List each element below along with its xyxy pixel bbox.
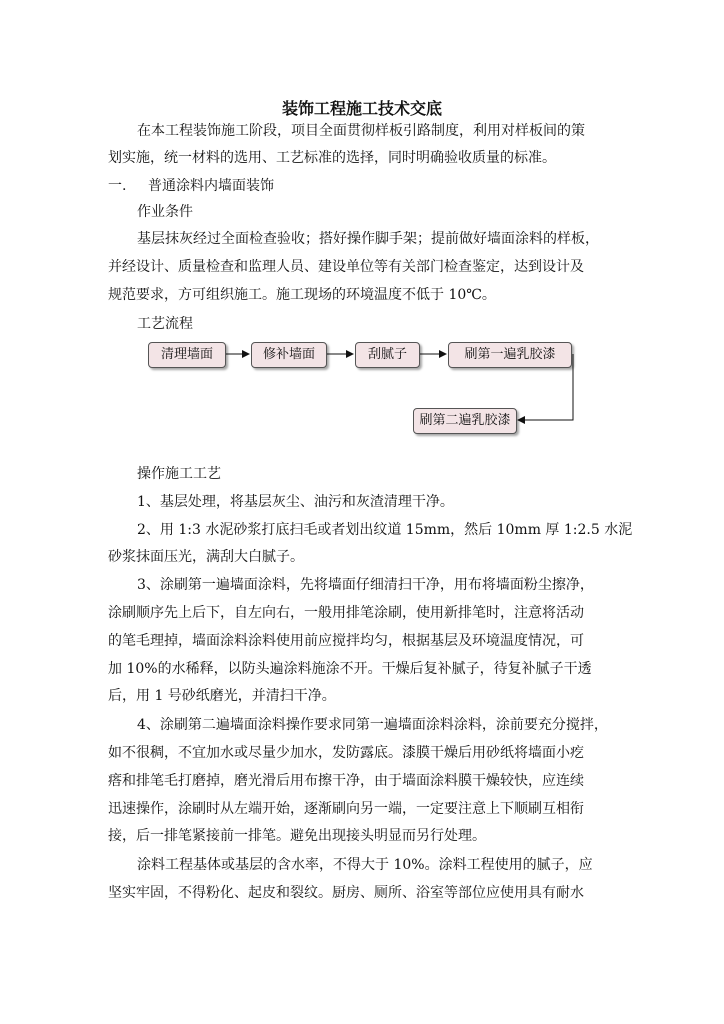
body-line: 接，后一排笔紧接前一排笔。避免出现接头明显而另行处理。	[108, 828, 486, 844]
section-number: 一.	[108, 178, 127, 194]
flow-step-putty: 刮腻子	[355, 342, 420, 368]
conditions-heading: 作业条件	[137, 204, 193, 220]
conditions-line: 基层抹灰经过全面检查验收；搭好操作脚手架；提前做好墙面涂料的样板，	[137, 231, 599, 247]
flow-step-second-coat: 刷第二遍乳胶漆	[413, 408, 517, 434]
body-line: 加 10%的水稀释，以防头遍涂料施涂不开。干燥后复补腻子，待复补腻子干透	[108, 661, 592, 677]
section-title: 普通涂料内墙面装饰	[148, 178, 274, 194]
body-line: 的笔毛理掉，墙面涂料涂料使用前应搅拌均匀，根据基层及环境温度情况，可	[108, 633, 584, 649]
body-line: 涂料工程基体或基层的含水率，不得大于 10%。涂料工程使用的腻子，应	[137, 857, 593, 873]
body-line: 砂浆抹面压光，满刮大白腻子。	[108, 549, 304, 565]
body-line: 瘩和排笔毛打磨掉，磨光滑后用布擦干净，由于墙面涂料膜干燥较快，应连续	[108, 773, 584, 789]
body-line: 3、涂刷第一遍墙面涂料，先将墙面仔细清扫干净，用布将墙面粉尘擦净，	[137, 577, 594, 593]
flow-step-repair-wall: 修补墙面	[251, 342, 327, 368]
document-title: 装饰工程施工技术交底	[281, 99, 442, 118]
body-line: 1、基层处理，将基层灰尘、油污和灰渣清理干净。	[137, 494, 454, 510]
conditions-line: 并经设计、质量检查和监理人员、建设单位等有关部门检查鉴定，达到设计及	[108, 259, 584, 275]
intro-line: 划实施，统一材料的选用、工艺标准的选择，同时明确验收质量的标准。	[108, 150, 556, 166]
operation-heading: 操作施工工艺	[137, 466, 221, 482]
flow-step-first-coat: 刷第一遍乳胶漆	[448, 342, 572, 368]
body-line: 迅速操作，涂刷时从左端开始，逐渐刷向另一端，一定要注意上下顺刷互相衔	[108, 801, 584, 817]
body-line: 2、用 1:3 水泥砂浆打底扫毛或者划出纹道 15mm，然后 10mm 厚 1:2.5 水泥	[137, 522, 633, 538]
body-line: 涂刷顺序先上后下，自左向右，一般用排笔涂刷，使用新排笔时，注意将活动	[108, 605, 584, 621]
conditions-line: 规范要求，方可组织施工。施工现场的环境温度不低于 10℃。	[108, 287, 496, 303]
body-line: 如不很稠，不宜加水或尽量少加水，发防露底。漆膜干燥后用砂纸将墙面小疙	[108, 745, 584, 761]
body-line: 坚实牢固，不得粉化、起皮和裂纹。厨房、厕所、浴室等部位应使用具有耐水	[108, 885, 584, 901]
process-heading: 工艺流程	[137, 316, 193, 332]
flow-step-clean-wall: 清理墙面	[148, 342, 226, 368]
body-line: 后，用 1 号砂纸磨光，并清扫干净。	[108, 688, 336, 704]
body-line: 4、涂刷第二遍墙面涂料操作要求同第一遍墙面涂料涂料，涂前要充分搅拌，	[137, 717, 608, 733]
intro-line: 在本工程装饰施工阶段，项目全面贯彻样板引路制度，利用对样板间的策	[137, 123, 585, 139]
